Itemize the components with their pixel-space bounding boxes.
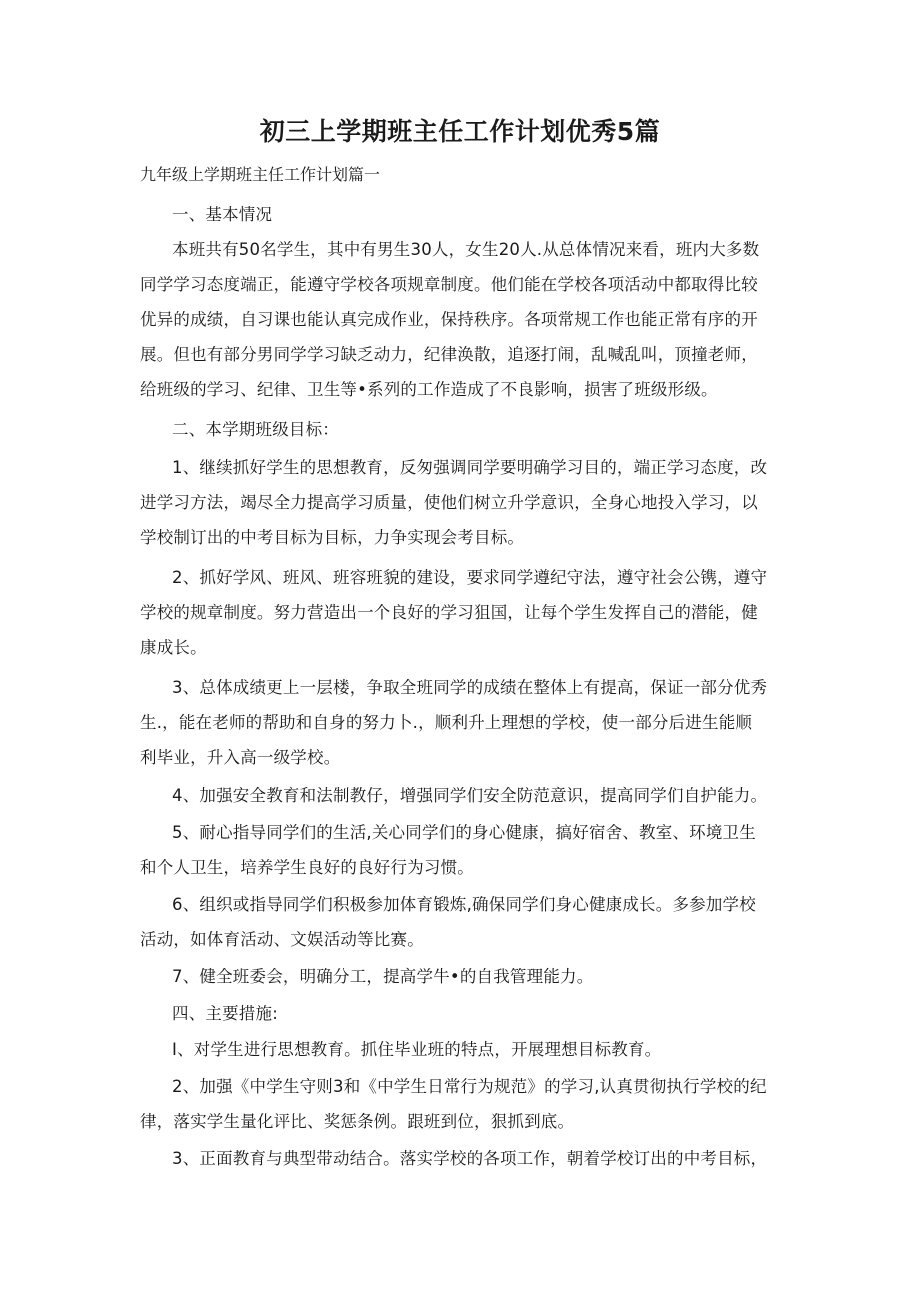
paragraph-line: 3、正面教育与典型带动结合。落实学校的各项工作，朝着学校订出的中考目标，: [172, 1149, 768, 1168]
section-heading: 四、主要措施:: [172, 1004, 278, 1023]
paragraph-line: 4、加强安全教育和法制教仔，增强同学们安全防范意识，提高同学们自护能力。: [172, 786, 768, 805]
document-title: 初三上学期班主任工作计划优秀5篇: [259, 117, 661, 146]
paragraph-line: 6、组织或指导同学们积极参加体育锻炼,确保同学们身心健康成长。多参加学校: [172, 895, 756, 914]
paragraph-line: 本班共有50名学生，其中有男生30人，女生20人.从总体情况来看，班内大多数: [172, 240, 760, 259]
paragraph-line: 学校制订出的中考目标为目标，力争实现会考目标。: [140, 528, 525, 547]
paragraph-line: 学校的规章制度。努力营造出一个良好的学习狙国，让每个学生发挥自己的潜能，健: [140, 603, 758, 622]
paragraph-line: 律，落实学生量化评比、奖惩条例。跟班到位，狠抓到底。: [140, 1112, 575, 1131]
paragraph-line: 2、抓好学风、班风、班容班貌的建设，要求同学遵纪守法，遵守社会公镌，遵守: [172, 568, 768, 587]
paragraph-line: 生.，能在老师的帮助和自身的努力卜.，顺利升上理想的学校，使一部分后进生能顺: [140, 713, 753, 732]
paragraph-line: I、对学生进行思想教育。抓住毕业班的特点，开展理想目标教育。: [172, 1040, 662, 1059]
paragraph-line: 进学习方法，竭尽全力提高学习质量，使他们树立升学意识，全身心地投入学习，以: [140, 493, 758, 512]
paragraph-line: 1、继续抓好学生的思想教育，反匆强调同学要明确学习目的，端正学习态度，改: [172, 458, 768, 477]
section-heading: 二、本学期班级目标：: [172, 420, 339, 439]
document-subtitle: 九年级上学期班主任工作计划篇一: [140, 165, 381, 184]
paragraph-line: 7、健全班委会，明确分工，提高学牛•的自我管理能力。: [172, 967, 594, 986]
paragraph-line: 展。但也有部分男同学学习缺乏动力，纪律涣散，追逐打闹，乱喊乱叫，顶撞老师，: [140, 345, 758, 364]
paragraph-line: 康成长。: [140, 638, 207, 657]
paragraph-line: 3、总体成绩更上一层楼，争取全班同学的成绩在整体上有提高，保证一部分优秀: [172, 678, 768, 697]
paragraph-line: 优异的成绩，自习课也能认真完成作业，保持秩序。各项常规工作也能正常有序的开: [140, 310, 758, 329]
paragraph-line: 和个人卫生，培养学生良好的良好行为习惯。: [140, 858, 474, 877]
paragraph-line: 活动，如体育活动、文娱活动等比赛。: [140, 930, 424, 949]
paragraph-line: 给班级的学习、纪律、卫生等•系列的工作造成了不良影响，损害了班级形级。: [140, 380, 718, 399]
paragraph-line: 5、耐心指导同学们的生活,关心同学们的身心健康，搞好宿舍、教室、环境卫生: [172, 823, 756, 842]
paragraph-line: 2、加强《中学生守则3和《中学生日常行为规范》的学习,认真贯彻执行学校的纪: [172, 1077, 767, 1096]
section-heading: 一、基本情况: [172, 205, 273, 224]
paragraph-line: 同学学习态度端正，能遵守学校各项规章制度。他们能在学校各项活动中都取得比较: [140, 275, 758, 294]
paragraph-line: 利毕业，升入高一级学校。: [140, 748, 341, 767]
